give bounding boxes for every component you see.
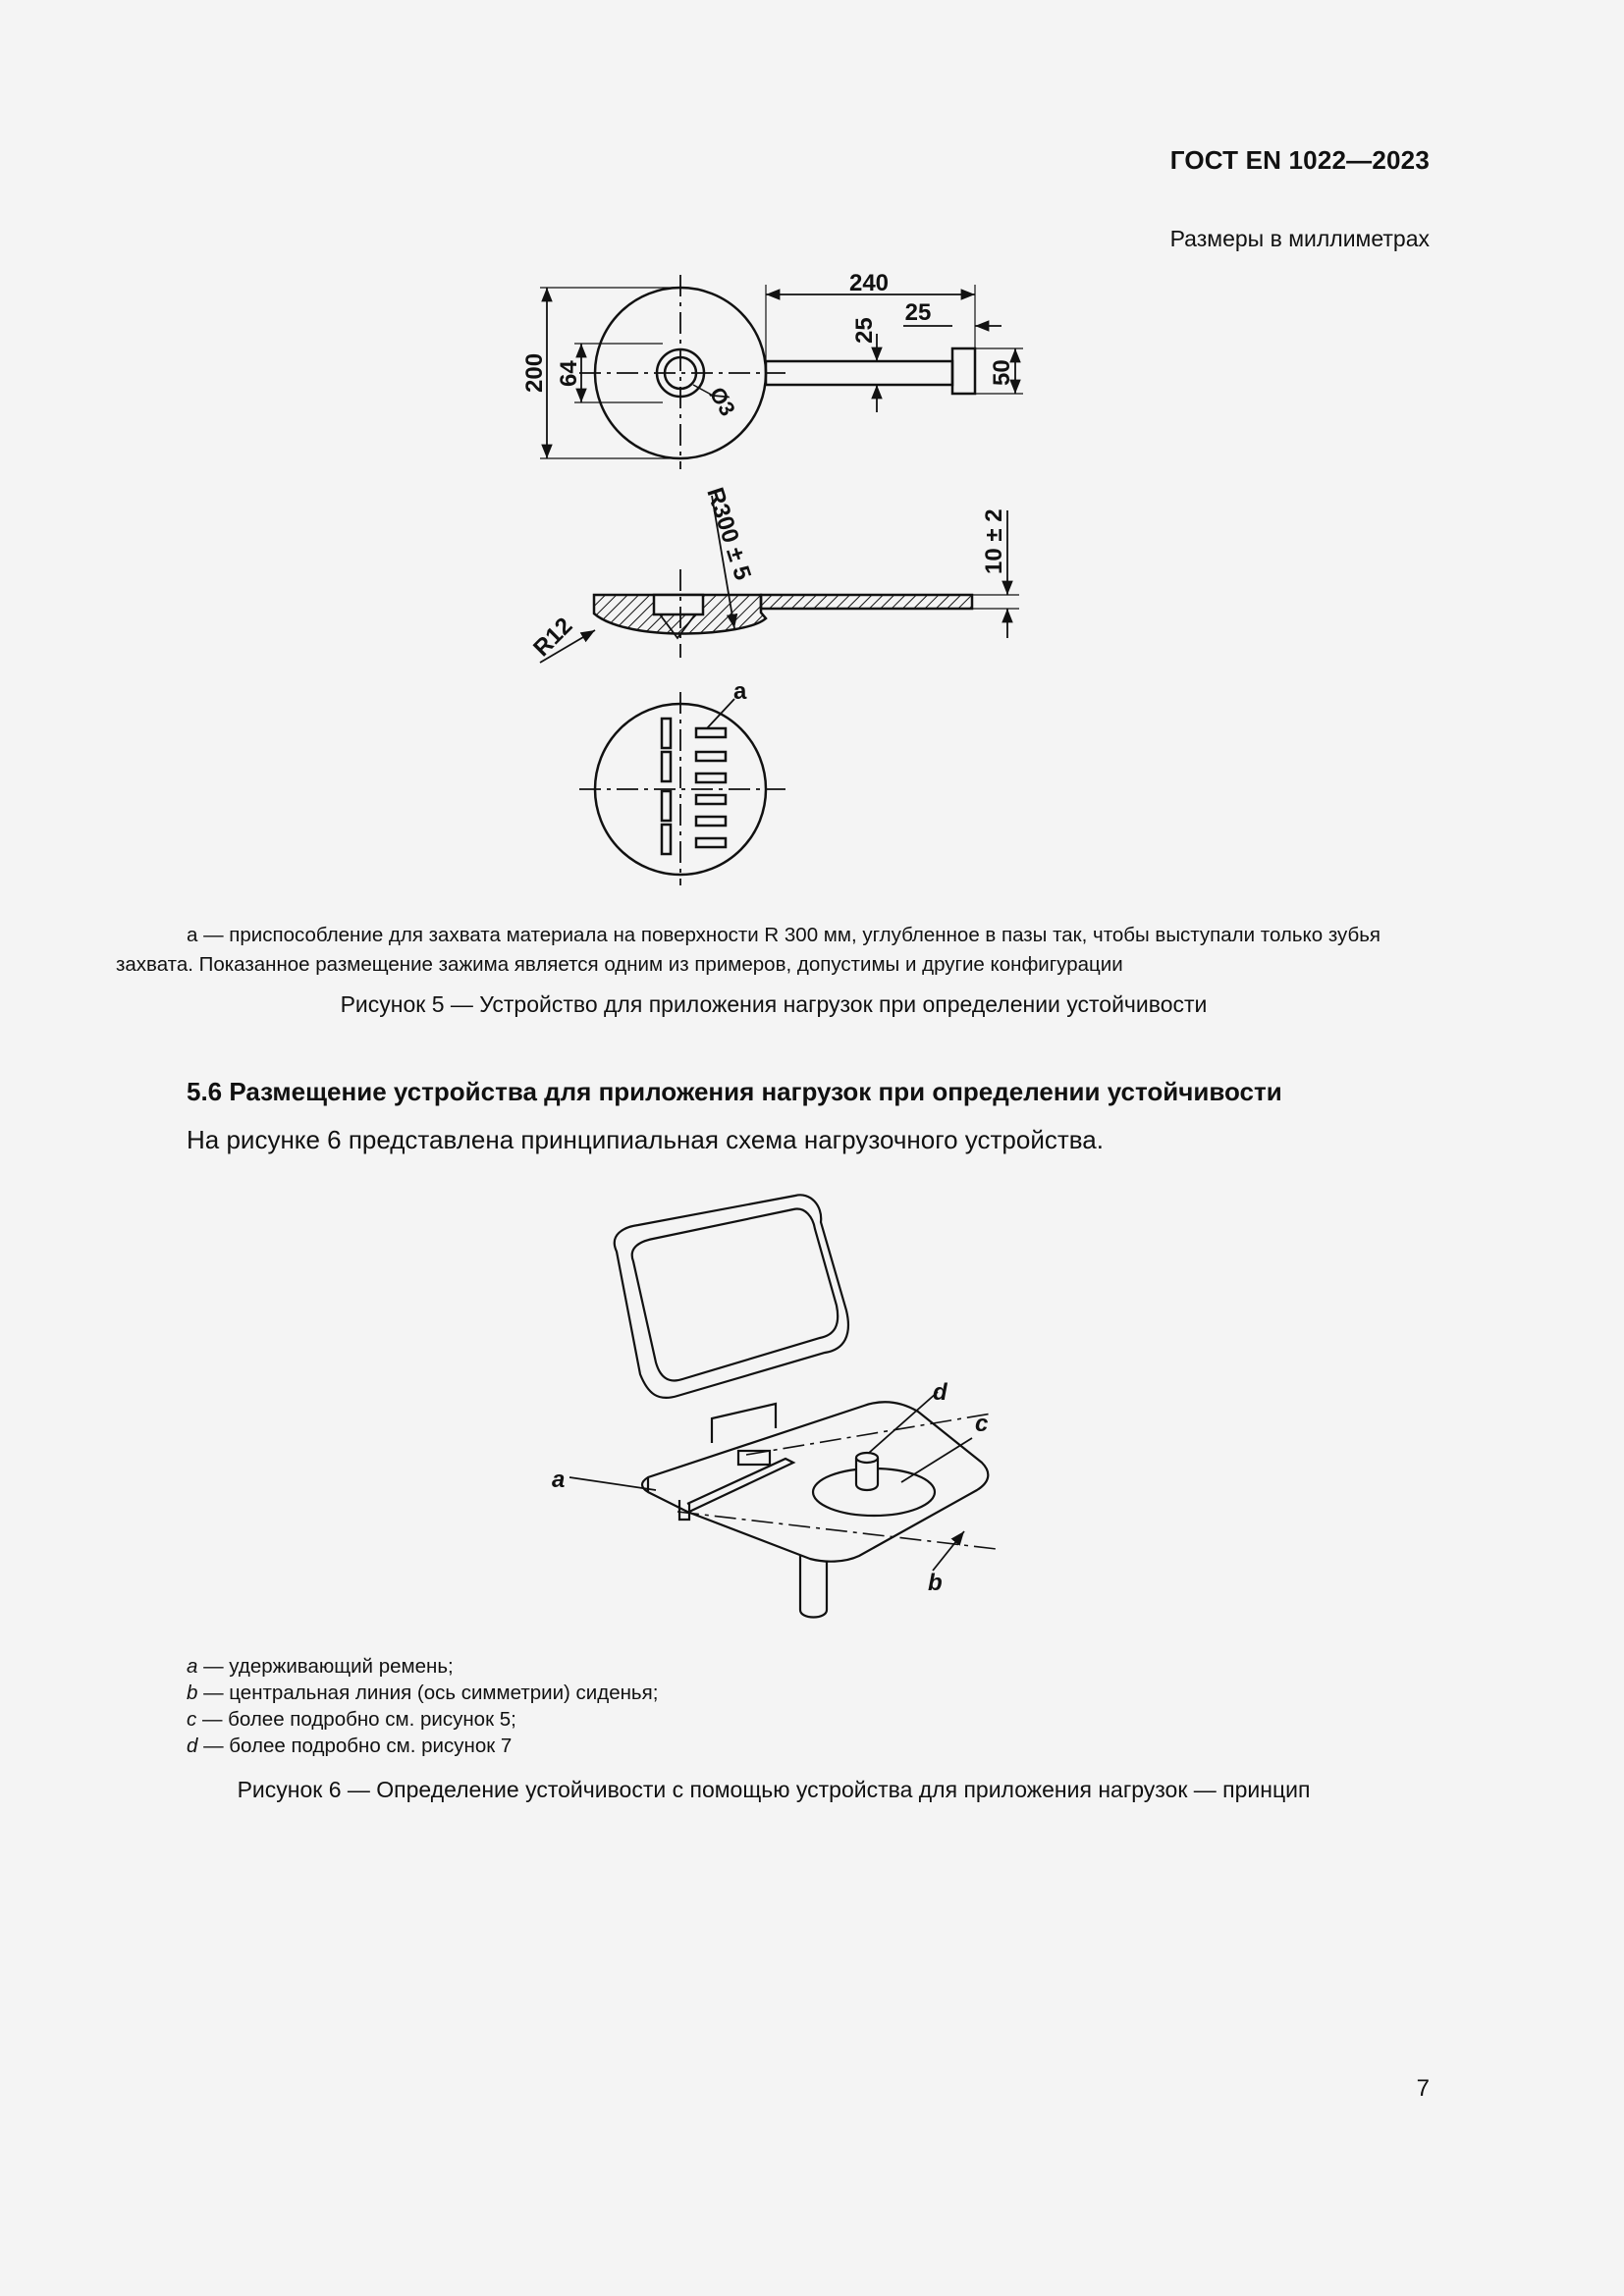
fig6-note-line [187,1680,658,1706]
note-key: d [187,1735,198,1757]
label-d-fig6: d [933,1379,947,1406]
dim-25b: 25 [904,299,932,326]
fig6-note-line [187,1733,658,1759]
figure-5-caption: Рисунок 5 — Устройство для приложения нагрузок при определении устойчивости [340,991,1208,1017]
label-c-fig6: c [975,1411,989,1437]
note-key: b [187,1682,198,1704]
label-a-fig5: a [733,678,747,705]
label-a-fig6: a [552,1467,566,1493]
dim-r12: R12 [528,613,578,663]
note-key: c [187,1708,197,1731]
fig6-note-line [187,1706,658,1733]
note-text: — более подробно см. рисунок 5; [196,1708,516,1731]
figure-6-notes [187,1653,658,1759]
note-key: a [187,1655,198,1678]
fig6-note-line [187,1653,658,1680]
dim-phi3: Ø3 [704,383,741,420]
dim-r300: R300 ± 5 [701,484,757,584]
dim-50: 50 [989,359,1015,386]
standard-code: ГОСТ EN 1022—2023 [1169,145,1430,175]
dim-200: 200 [521,352,548,393]
page-number: 7 [1416,2075,1430,2102]
section-paragraph: На рисунке 6 представлена принципиальная схема нагрузочного устройства. [187,1125,1104,1154]
figure-6-caption: Рисунок 6 — Определение устойчивости с помощью устройства для приложения нагрузок — принцип [237,1777,1311,1802]
section-heading: 5.6 Размещение устройства для приложения нагрузок при определении устойчивости [187,1077,1282,1106]
fig6-chair [615,1195,997,1617]
dim-25a: 25 [851,317,878,344]
note-text: — центральная линия (ось симметрии) сиденья; [197,1682,659,1704]
figure-5-note: a — приспособление для захвата материала на поверхности R 300 мм, углубленное в пазы так, чтобы выступали только зубья захвата. Показанное размещение зажима является одним из примеров, допустимы и другие конфигурации [116,924,1381,976]
dim-10: 10 ± 2 [981,508,1007,574]
label-b-fig6: b [928,1570,943,1596]
dim-64: 64 [556,360,582,387]
note-text: — более подробно см. рисунок 7 [197,1735,513,1757]
units-note: Размеры в миллиметрах [1169,226,1430,251]
note-text: — удерживающий ремень; [197,1655,454,1678]
dim-240: 240 [848,270,890,296]
